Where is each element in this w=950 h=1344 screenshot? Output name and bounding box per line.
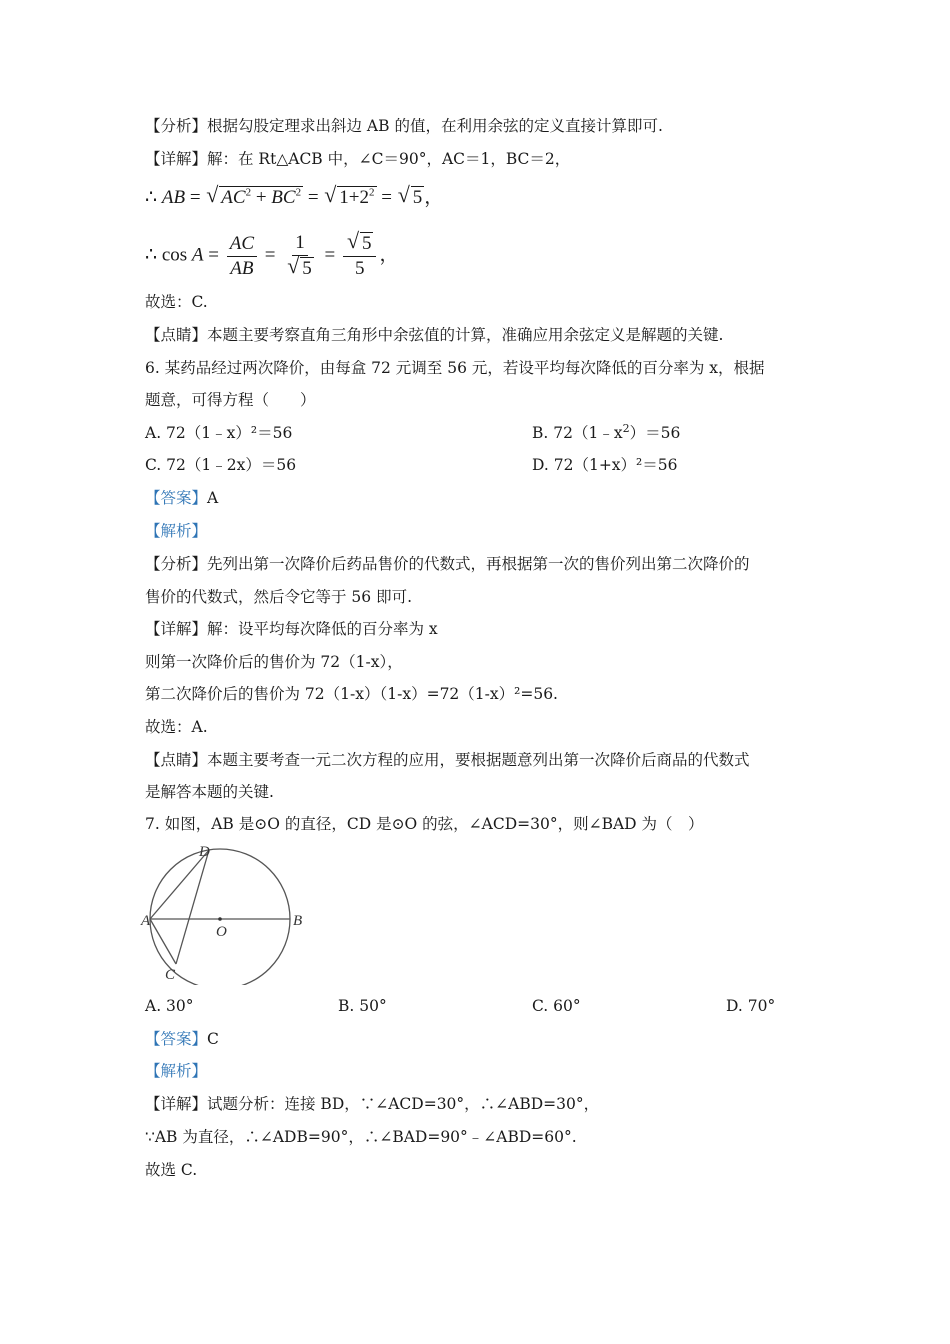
- q6-choice: 故选：A.: [145, 718, 208, 736]
- q7-detail-line1: 【详解】试题分析：连接 BD，∵∠ACD=30°，∴∠ABD=30°，: [145, 1095, 600, 1113]
- q7-answer: 【答案】C: [145, 1030, 219, 1048]
- q6-analysis-line2: 售价的代数式，然后令它等于 56 即可.: [145, 588, 413, 606]
- label-o: O: [216, 924, 227, 940]
- q7-choice: 故选 C.: [145, 1161, 198, 1179]
- q7-option-c: C. 60°: [532, 997, 581, 1015]
- q5-comment: 【点睛】本题主要考察直角三角形中余弦值的计算，准确应用余弦定义是解题的关键.: [145, 326, 724, 344]
- cos-label: cos: [161, 244, 188, 266]
- q5-detail: 【详解】解：在 Rt△ACB 中，∠C＝90°，AC＝1，BC＝2，: [145, 150, 571, 168]
- sqrt-1-plus-2sq: √ $1+2^2$: [325, 186, 376, 209]
- fraction-sqrt5-over-5: √ $\frac{5}{5}$: [343, 232, 377, 280]
- answer-tag: 【答案】: [145, 489, 208, 507]
- therefore-symbol: ∴: [145, 187, 158, 208]
- q7-option-b: B. 50°: [338, 997, 387, 1015]
- sqrt-ac-bc: √ $AC^2 + BC^2$: [207, 186, 303, 209]
- q6-detail-line3: 第二次降价后的售价为 72（1-x）（1-x）=72（1-x）²=56.: [145, 685, 558, 703]
- q7-explain-tag: 【解析】: [145, 1062, 208, 1080]
- circle-figure: [140, 840, 310, 985]
- q6-comment-line2: 是解答本题的关键.: [145, 783, 274, 801]
- q7-option-d: D. 70°: [726, 997, 776, 1015]
- fraction-ac-over-ab: $\frac{AC}{AB}$: [227, 233, 257, 280]
- fraction-1-over-sqrt5: 1 √ 5: [283, 232, 317, 280]
- center-point: [218, 917, 222, 921]
- q6-option-a: A. 72（1﹣x）²＝56: [145, 424, 293, 442]
- q6-option-c: C. 72（1﹣2x）＝56: [145, 456, 297, 474]
- chord-cd: [176, 850, 209, 964]
- sqrt-5: √ 5: [399, 186, 425, 209]
- q5-choice: 故选：C.: [145, 293, 208, 311]
- q6-option-d: D. 72（1+x）²＝56: [532, 456, 678, 474]
- q5-analysis: 【分析】根据勾股定理求出斜边 AB 的值，在利用余弦的定义直接计算即可.: [145, 117, 663, 135]
- label-d: D: [199, 844, 210, 860]
- q6-detail-line2: 则第一次降价后的售价为 72（1-x），: [145, 653, 403, 671]
- eq1-equals: =: [189, 187, 201, 208]
- q6-explain-tag: 【解析】: [145, 522, 208, 540]
- q7-option-a: A. 30°: [145, 997, 194, 1015]
- q5-equation-cos: ∴ cos A = $\frac{AC}{AB}$ = 1 √ 5 = √ $\frac{5}{5}$ ，: [145, 232, 398, 280]
- q5-equation-ab: ∴ AB = √ $AC^2 + BC^2$ = √ $1+2^2$ = √ 5 ，: [145, 186, 443, 209]
- q6-comment-line1: 【点睛】本题主要考查一元二次方程的应用，要根据题意列出第一次降价后商品的代数式: [145, 751, 750, 769]
- circle-o: [150, 849, 290, 985]
- q7-stem: 7. 如图，AB 是⊙O 的直径，CD 是⊙O 的弦，∠ACD=30°，则∠BAD 为（ ）: [145, 815, 704, 833]
- q6-answer: 【答案】A: [145, 489, 219, 507]
- eq1-ab: AB: [161, 187, 186, 208]
- q6-analysis-line1: 【分析】先列出第一次降价后药品售价的代数式，再根据第一次的售价列出第二次降价的: [145, 555, 750, 573]
- label-c: C: [165, 967, 176, 983]
- answer-tag: 【答案】: [145, 1030, 208, 1048]
- label-b: B: [293, 913, 303, 929]
- q7-detail-line2: ∵AB 为直径，∴∠ADB=90°，∴∠BAD=90°﹣∠ABD=60°.: [145, 1128, 577, 1146]
- q6-stem-line2: 题意，可得方程（ ）: [145, 391, 316, 409]
- q6-option-b: B. $72(1﹣x^2)=56$: [532, 421, 681, 442]
- q6-detail-line1: 【详解】解：设平均每次降低的百分率为 x: [145, 620, 438, 638]
- label-a: A: [141, 913, 151, 929]
- q6-stem-line1: 6. 某药品经过两次降价，由每盒 72 元调至 56 元，若设平均每次降低的百分率为 x，根据: [145, 359, 765, 377]
